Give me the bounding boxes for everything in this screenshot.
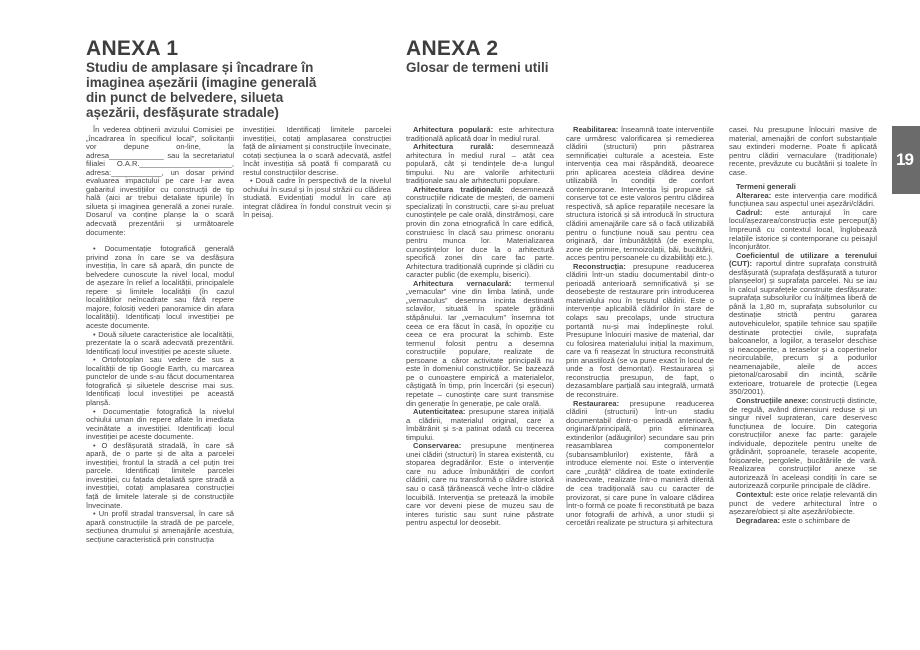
glossary-definition: este anturajul în care locul/așezarea/construcția este perceput(ă) împreună cu contextul local, înglobează relațiile istorice și contemporane cu peisajul înconjurător. <box>729 207 877 252</box>
glossary-entry <box>566 263 714 400</box>
bullet-item: • Documentație fotografică la nivelul ochiului uman din repere aflate în imediata vecinătate a investiției. Identificați locul investiției pe aceste documente. <box>86 406 234 442</box>
glossary-entry <box>406 186 554 280</box>
anexa1-title: ANEXA 1 <box>86 37 179 60</box>
glossary-definition: presupune readucerea clădirii (structurii) într-un stadiu documentabil dintr-o perioadă anterioară, originară/principală, prin eliminarea extinderilor (adăugirilor) secundare sau prin reasamblarea componentelor (subansamblurilor) existente, fără a introduce elemente noi. Este o intervenție care „curăță” clădirea de toate extinderile inadecvate, realizate într-o manieră diferită de cea tradițională sau cu caracter de provizorat, și care pune în valoare clădirea într-o formă ce poate fi reconstituită pe baza unor fotografii de arhivă, a unor studii și cercetări realizate pe structura și arhitectura <box>566 398 714 528</box>
glossary-definition: presupune starea inițială a clădirii, materialul original, care a îmbătrânit și s-a patinat odată cu trecerea timpului. <box>406 407 554 442</box>
glossary-entry <box>729 517 877 526</box>
anexa2-title: ANEXA 2 <box>406 37 499 60</box>
glossary-definition: construcții distincte, de regulă, având dimensiuni reduse și un singur nivel suprateran, care deservesc funcțiunea de locuire. Din categoria construcțiilor anexe fac parte: garajele individuale, depozitele pentru unelte de grădinărit, șoproanele, terasele acoperite, foișoarele, pergolele, bucătăriile de vară. Realizarea construcțiilor anexe se autorizează în aceleași condiții în care se autorizează corpurile principale de clădire. <box>729 395 877 491</box>
glossary-definition: presupune readucerea clădirii într-un stadiu documentabil dintr-o perioadă anterioară semnificativă și se deosebește de restaurare prin introducerea materialului nou în țesutul clădirii. Este o intervenție aplicabilă clădirilor în stare de colaps sau precolaps, unde structura portantă nu-și mai îndeplinește rolul. Presupune înlocuiri masive de material, dar cu folosirea materialului inițial la maximum, care va fi reașezat în structura reconstruită prin anastiloză (se va pune exact în locul de unde a fost demontat). Restaurarea și reconstrucția presupun, de fapt, o dezasamblare parțială sau integrală, urmată de reconstruire. <box>566 261 714 399</box>
bullet-item: • Două cadre în perspectivă de la nivelul ochiului în susul și în josul străzii cu clădirea studiată. Evidențiați modul în care ați integrat clădirea în fondul construit vecin și în peisaj. <box>243 176 391 220</box>
glossary-term: Autenticitatea: <box>413 407 466 417</box>
anexa1-column-2 <box>243 126 391 220</box>
anexa2-subtitle: Glosar de termeni utili <box>406 60 549 75</box>
bullet-item: • Documentație fotografică generală privind zona în care se va desfășura investiția, în care să apară, din puncte de belvedere cunoscute la nivel local, modul de așezare în relief a localității, principalele repere și limitele localității (în cazul localităților neîncadrate sau fără repere majore, folosiți vederi panoramice din afara localității). Identificați locul investiției pe aceste documente. <box>86 244 234 331</box>
glossary-entry <box>729 192 877 209</box>
glossary-term: Arhitectura tradițională: <box>413 184 504 194</box>
glossary-term: Arhitectura populară: <box>413 125 494 134</box>
bullet-item: • Un profil stradal transversal, în care să apară construcțiile la stradă de pe parcele, secțiunea drumului și amenajările acestuia, secțiune caracteristică prin construcția <box>86 509 234 544</box>
page-number-tab <box>892 126 920 194</box>
glossary-entry <box>729 252 877 397</box>
glossary-entry <box>406 126 554 143</box>
glossary-entry <box>566 126 714 263</box>
glossary-term: Conservarea: <box>413 441 462 451</box>
glossary-term: Restaurarea: <box>573 398 620 408</box>
glossary-entry <box>729 397 877 491</box>
glossary-term: Arhitectura rurală: <box>413 142 494 152</box>
anexa1-subtitle <box>86 60 316 120</box>
glossary-term: Reconstrucția: <box>573 261 626 271</box>
anexa1-subtitle-line: Studiu de amplasare și încadrare în <box>86 60 314 75</box>
glossary-definition: este arhitectura tradițională aplicată doar în mediul rural. <box>406 125 554 143</box>
paragraph: În vederea obținerii avizului Comisiei pe „încadrarea în specificul local”, solicitanții vor depune on-line, la adresa_____________ sau la secretariatul filialei O.A.R.______________________, adresa:____________, un dosar privind evaluarea impactului pe care l-ar avea gabaritul investițiilor cu construcții de tip hală (aici ar trebui detaliate tipurile) în silueta și imaginea generală a zonei rurale. Dosarul va conține planșe la o scară adecvată prezentării și următoarele documente: <box>86 125 234 237</box>
glossary-entry <box>406 442 554 527</box>
glossary-column-2 <box>566 126 714 528</box>
glossary-entry <box>566 400 714 528</box>
glossary-entry <box>729 491 877 517</box>
glossary-entry <box>406 280 554 408</box>
paragraph: investiției. Identificați limitele parcelei investiției, cotați amplasarea construcției față de aliniament și construcțiile învecinate, cotați secțiunea la o scară adecvată, astfel încât investiția să poată fi comparată cu restul construcțiilor descrise. <box>243 125 391 177</box>
glossary-definition: raportul dintre suprafața construită desfășurată (suprafața desfășurată a tuturor planșeelor) și suprafața parcelei. Nu se iau în calcul suprafețele construite desfășurate: suprafața subsolurilor cu înălțimea liberă de până la 1,80 m, suprafața subsolurilor cu destinație strictă pentru gararea autovehiculelor, spațiile tehnice sau spațiile destinate protecției civile, suprafața balcoanelor, a logiilor, a teraselor deschise și neacoperite, a teraselor și a copertinelor necirculabile, precum și a podurilor neamenajabile, aleile de acces pietonal/carosabil din incintă, scările exterioare, trotuarele de protecție (Legea 350/2001). <box>729 259 877 397</box>
bullet-item: • O desfășurată stradală, în care să apară, de o parte și de alta a parcelei investiției, frontul la stradă a cel puțin trei parcele. Identificați limitele parcelei investiției, cu fațada detaliată spre stradă a investiției, cotați amplasarea construcției față de limitele laterale și de construcțiile învecinate. <box>86 440 234 510</box>
glossary-term: Degradarea: <box>736 515 781 525</box>
section-heading: Termeni generali <box>736 182 796 192</box>
paragraph: casei. Nu presupune înlocuiri masive de material, amenajări de confort substanțiale sau extinderi moderne. Poate fi aplicată pentru clădiri vernaculare (tradiționale) recente, prevăzute cu bucătării și toalete în case. <box>729 125 877 177</box>
page-number: 19 <box>896 150 913 169</box>
glossary-column-3 <box>729 126 877 525</box>
glossary-term: Reabilitarea: <box>573 125 619 134</box>
glossary-entry <box>729 209 877 252</box>
glossary-definition: desemnează arhitectura în mediul rural – atât cea populară, cât și tendințele de-a lungul timpului. Nu are valorile arhitecturii tradiționale sau ale arhitecturii populare. <box>406 142 554 186</box>
bullet-item: • Ortofotoplan sau vedere de sus a localității de tip Google Earth, cu marcarea punctelor de unde s-au făcut documentarea fotografică și siluetele descrise mai sus. Identificați locul investiției pe această planșă. <box>86 355 234 407</box>
bullet-item: • Două siluete caracteristice ale localității, prezentate la o scară adecvată prezentării. Identificați locul investiției pe aceste siluete. <box>86 329 234 356</box>
glossary-term: Arhitectura vernaculară: <box>413 278 512 288</box>
glossary-entry <box>406 408 554 442</box>
glossary-term: Coeficientul de utilizare a terenului (CUT): <box>729 250 877 269</box>
glossary-definition: este o schimbare de <box>780 515 851 525</box>
glossary-term: Alterarea: <box>736 190 772 200</box>
anexa1-subtitle-line: din punct de belvedere, silueta <box>86 90 284 105</box>
glossary-term: Contextul: <box>736 489 774 499</box>
anexa1-column-1 <box>86 126 234 544</box>
anexa1-subtitle-line: așezării, desfășurate stradale) <box>86 105 279 120</box>
glossary-definition: este intervenția care modifică funcțiunea sau aspectul unei așezări/clădiri. <box>729 190 877 209</box>
glossary-definition: termenul „vernacular” vine din limba latină, unde „vernaculus” desemna incinta destinată sclavilor, situată în spatele grădinii stăpânului. Iar „vernaculum” însemna tot ceea ce era făcut în casă, în opoziție cu ceea ce era procurat la schimb. Este termenul folosit pentru a desemna construcțiile populare, realizate de persoane a căror activitate principală nu este în domeniul construcțiilor. Se bazează pe o cunoaștere empirică a materialelor, câștigată în timp, prin încercări (și eșecuri) repetate – cunoștințe care sunt transmise din generație în generație, pe cale orală. <box>406 278 554 408</box>
glossary-definition: înseamnă toate intervențiile care urmăresc valorificarea și remedierea clădirii (structurii) prin păstrarea semnificației culturale a acesteia. Este intervenția cea mai răspândită, deoarece prin aplicarea acesteia clădirea devine utilizabilă în condiții de confort contemporane. Intervenția își propune să conserve tot ce este valoros pentru clădirea respectivă, să aplice reparațiile necesare la structura istorică și să introducă în structura clădirii amenajările care să o facă utilizabilă pentru o funcțiune nouă sau pentru cea originară, dar îmbunătățită (de exemplu, zone de primire, termoizolații, băi, bucătării, acces pentru persoanele cu dizabilități etc.). <box>566 125 714 263</box>
glossary-column-1 <box>406 126 554 528</box>
glossary-definition: presupune menținerea unei clădiri (structuri) în starea existentă, cu stoparea degradărilor. Este o intervenție care nu aduce îmbunătățiri de confort clădirii, care nu transformă o clădire istorică sau o casă țărănească veche într-o clădire locuibilă. Intervenția se pretează la imobile care vor deveni piese de muzeu sau de interes turistic sau sunt ruine păstrate pentru aspectul lor deosebit. <box>406 441 554 528</box>
glossary-definition: desemnează construcțiile ridicate de meșteri, de oameni specializați în construcții, care și-au preluat cunoștințele pe cale orală, dinstrămoși, care provin din zona etnografică în care edifică, construiesc în clacă sau primesc onorariu pentru munca lor. Materializarea cunoștințelor lor duce la o arhitectură specifică zonei din care fac parte. Arhitectura tradițională cuprinde și clădiri cu caracter public (de exemplu, biserici). <box>406 184 555 280</box>
glossary-entry <box>406 143 554 186</box>
anexa1-subtitle-line: imaginea așezării (imagine generală <box>86 75 317 90</box>
glossary-term: Cadrul: <box>736 207 763 217</box>
glossary-term: Construcțiile anexe: <box>736 395 809 405</box>
glossary-definition: este orice relație relevantă din punct de vedere arhitectural între o așezare/obiect și alte așezări/obiecte. <box>729 489 877 517</box>
